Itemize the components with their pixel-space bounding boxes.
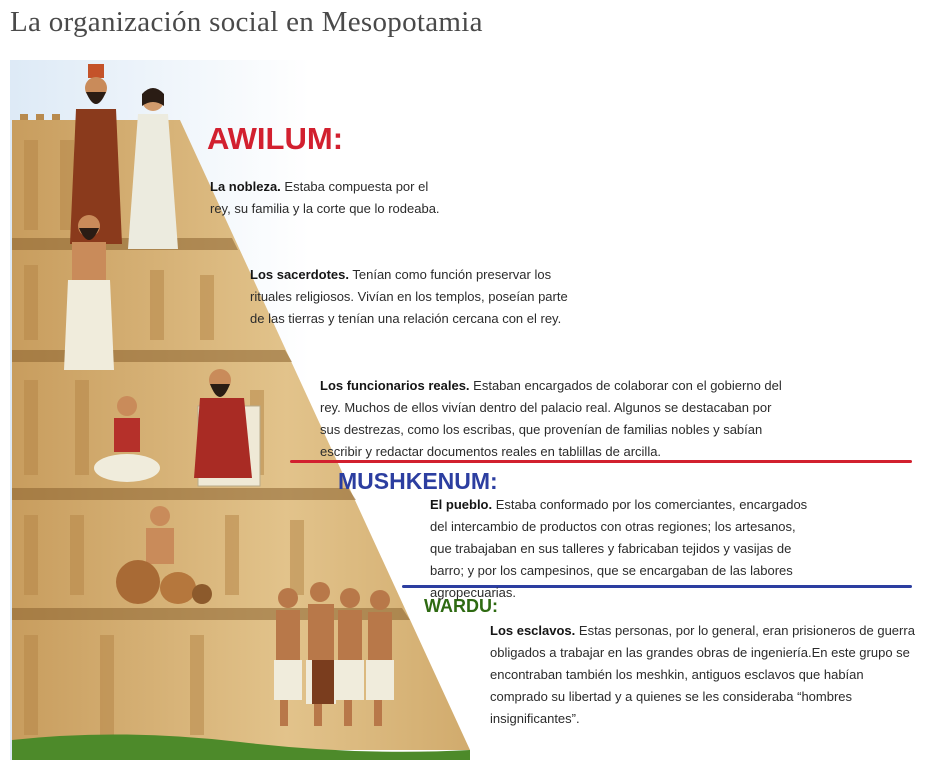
scribe-figure: [92, 392, 162, 487]
queen-figure: [126, 84, 181, 249]
sacerdotes-caption: [250, 264, 570, 330]
funcionarios-caption: [320, 375, 782, 463]
esclavos-text: Estas personas, por lo general, eran prisioneros de guerra obligados a trabajar en las grandes obras de ingeniería.En este grupo se encontraban también los meshkin, antiguos esclavos que habían comprado su libertad y a quienes se les consideraba “hombres insignificantes”.: [490, 623, 915, 726]
page-title: La organización social en Mesopotamia: [10, 6, 483, 38]
nobleza-label: La nobleza.: [210, 179, 281, 194]
pueblo-caption: [430, 494, 816, 604]
class-heading-wardu: WARDU:: [424, 596, 498, 616]
class-heading-awilum: AWILUM:: [207, 121, 344, 156]
funcionarios-label: Los funcionarios reales.: [320, 378, 470, 393]
class-heading-mushkenum: MUSHKENUM:: [338, 468, 498, 494]
funcionarios-text: Estaban encargados de colaborar con el gobierno del rey. Muchos de ellos vivían dentro del palacio real. Algunos se destacaban por sus destrezas, como los escribas, que provenían de familias nobles y sabían escribir y redactar documentos reales en tablillas de arcilla.: [320, 378, 782, 459]
official-figure: [186, 366, 270, 496]
esclavos-label: Los esclavos.: [490, 623, 576, 638]
artisan-figure: [112, 502, 212, 612]
nobleza-caption: [210, 176, 450, 220]
sacerdotes-text: Tenían como función preservar los rituales religiosos. Vivían en los templos, poseían parte de las tierras y tenían una relación cercana con el rey.: [250, 267, 568, 326]
slaves-figure-group: [268, 580, 408, 730]
priest-figure: [58, 210, 120, 380]
esclavos-caption: [490, 620, 918, 730]
sacerdotes-label: Los sacerdotes.: [250, 267, 349, 282]
pueblo-text: Estaba conformado por los comerciantes, encargados del intercambio de productos con otras regiones; los artesanos, que trabajaban en sus talleres y fabricaban tejidos y vasijas de barro; y por los campesinos, que se encargaban de las labores agropecuarias.: [430, 497, 808, 600]
pueblo-label: El pueblo.: [430, 497, 493, 512]
nobleza-text: Estaba compuesta por el rey, su familia y la corte que lo rodeaba.: [210, 179, 440, 216]
